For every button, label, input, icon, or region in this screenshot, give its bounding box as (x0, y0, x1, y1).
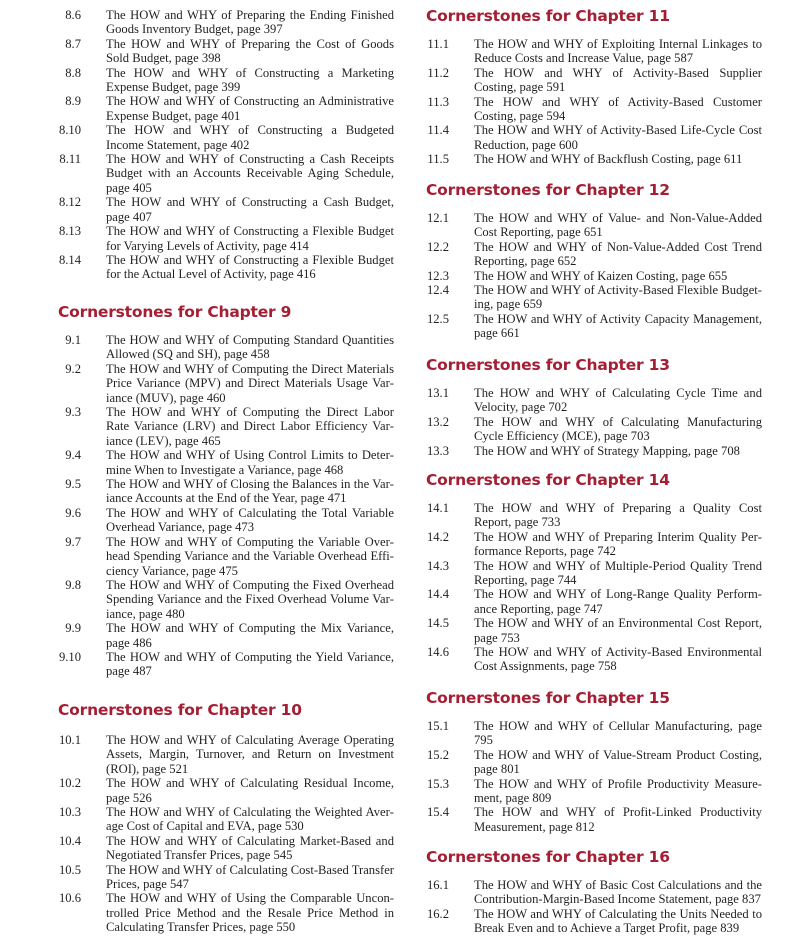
cornerstone-text: The HOW and WHY of Basic Cost Calculations and the Contribution-Margin-Based Income Statement, page 837 (474, 878, 762, 907)
cornerstone-text: The HOW and WHY of Computing the Direct Materials Price Variance (MPV) and Direct Materials Usage Variance (MUV), page 460 (106, 361, 394, 405)
cornerstone-text: The HOW and WHY of Activity-Based Life-Cycle Cost Reduction, page 600 (474, 123, 762, 152)
cornerstone-text: The HOW and WHY of Computing the Variable Overhead Spending Variance and the Variable Overhead Efficiency Variance, page 475 (106, 534, 394, 578)
cornerstone-item (58, 578, 394, 621)
cornerstone-number: 9.8 (65, 577, 81, 592)
cornerstone-number: 10.5 (58, 862, 81, 877)
cornerstone-text: The HOW and WHY of Calculating Average Operating Assets, Margin, Turnover, and Return on Investment (ROI), page 521 (106, 733, 394, 776)
section-title: Cornerstones for Chapter 12 (426, 181, 670, 199)
cornerstone-number: 8.9 (65, 94, 81, 109)
cornerstone-number: 8.8 (65, 65, 81, 80)
cornerstone-item (58, 224, 394, 253)
cornerstone-number: 15.2 (426, 747, 449, 762)
chapter-16-section (426, 847, 762, 936)
cornerstone-item (58, 8, 394, 37)
cornerstone-number: 9.1 (65, 333, 81, 347)
cornerstone-text: The HOW and WHY of Preparing a Quality Cost Report, page 733 (474, 501, 762, 530)
cornerstone-number: 10.3 (58, 805, 81, 820)
cornerstone-item (426, 616, 762, 645)
cornerstone-number: 9.6 (65, 505, 81, 520)
cornerstone-item (58, 776, 394, 805)
chapter-11-section (426, 6, 762, 167)
cornerstone-text: The HOW and WHY of Constructing an Administrative Expense Budget, page 401 (106, 94, 394, 123)
cornerstone-item (426, 444, 762, 458)
cornerstone-item (426, 66, 762, 95)
cornerstone-text: The HOW and WHY of Constructing a Flexible Budget for the Actual Level of Activity, page 416 (106, 252, 394, 282)
cornerstone-item (426, 587, 762, 616)
cornerstone-number: 14.3 (426, 558, 449, 573)
cornerstone-item (58, 477, 394, 506)
chapter-10-section (58, 700, 394, 935)
cornerstone-number: 12.1 (426, 211, 449, 225)
cornerstone-text: The HOW and WHY of Constructing a Budgeted Income Statement, page 402 (106, 123, 394, 152)
cornerstone-text: The HOW and WHY of Calculating Manufacturing Cycle Efficiency (MCE), page 703 (474, 414, 762, 444)
cornerstone-number: 15.4 (426, 805, 449, 820)
cornerstone-item (58, 66, 394, 95)
item-list (426, 878, 762, 936)
cornerstone-text: The HOW and WHY of Using the Comparable Uncontrolled Price Method and the Resale Price Method in Calculating Transfer Prices, page 550 (106, 891, 394, 935)
cornerstone-text: The HOW and WHY of Multiple-Period Quality Trend Reporting, page 744 (474, 558, 762, 588)
cornerstone-number: 12.2 (426, 239, 449, 254)
chapter-12-section (426, 180, 762, 341)
cornerstone-item (58, 362, 394, 405)
cornerstone-text: The HOW and WHY of Calculating Residual Income, page 526 (106, 776, 394, 805)
cornerstone-number: 11.1 (427, 37, 449, 51)
cornerstone-text: The HOW and WHY of Backflush Costing, page 611 (474, 152, 743, 167)
cornerstone-item (58, 94, 394, 123)
cornerstone-number: 12.5 (426, 311, 449, 326)
cornerstone-number: 11.3 (427, 94, 449, 109)
cornerstone-item (58, 506, 394, 535)
cornerstone-number: 9.3 (65, 405, 81, 420)
cornerstone-text: The HOW and WHY of Activity Capacity Management, page 661 (474, 311, 762, 341)
cornerstone-item (426, 283, 762, 312)
cornerstone-number: 13.1 (426, 386, 449, 400)
cornerstone-item (426, 415, 762, 444)
cornerstone-item (426, 559, 762, 588)
cornerstone-number: 10.4 (58, 833, 81, 848)
chapter-8-continued (58, 8, 394, 282)
chapter-9-section (58, 302, 394, 679)
item-list (426, 719, 762, 834)
item-list (426, 386, 762, 458)
cornerstone-text: The HOW and WHY of Constructing a Cash Budget, page 407 (106, 195, 394, 224)
cornerstone-item (58, 253, 394, 282)
cornerstone-item (426, 805, 762, 834)
cornerstone-number: 16.2 (426, 906, 449, 921)
cornerstone-item (426, 37, 762, 66)
cornerstone-item (426, 907, 762, 936)
cornerstone-text: The HOW and WHY of Calculating Cycle Time and Velocity, page 702 (474, 386, 762, 415)
cornerstone-text: The HOW and WHY of Cellular Manufacturing, page 795 (474, 719, 762, 748)
cornerstone-item (58, 805, 394, 834)
cornerstone-text: The HOW and WHY of Long-Range Quality Performance Reporting, page 747 (474, 587, 762, 616)
chapter-14-section (426, 470, 762, 674)
cornerstone-number: 10.6 (58, 891, 81, 906)
item-list (58, 8, 394, 282)
cornerstone-item (426, 211, 762, 240)
cornerstone-item (426, 777, 762, 806)
cornerstone-item (58, 621, 394, 650)
cornerstone-number: 10.1 (58, 733, 81, 747)
cornerstone-item (426, 95, 762, 124)
cornerstone-text: The HOW and WHY of Using Control Limits to Determine When to Investigate a Variance, page 468 (106, 448, 394, 477)
cornerstone-text: The HOW and WHY of Computing the Direct Labor Rate Variance (LRV) and Direct Labor Efficiency Variance (LEV), page 465 (106, 405, 394, 448)
cornerstone-number: 16.1 (426, 878, 449, 892)
cornerstone-item (58, 834, 394, 863)
cornerstone-number: 9.7 (65, 534, 81, 549)
cornerstone-text: The HOW and WHY of Preparing the Cost of Goods Sold Budget, page 398 (106, 36, 394, 66)
cornerstone-number: 11.4 (427, 123, 449, 138)
cornerstone-item (426, 312, 762, 341)
cornerstone-text: The HOW and WHY of Profit-Linked Productivity Measurement, page 812 (474, 805, 762, 834)
cornerstone-item (426, 719, 762, 748)
cornerstone-item (426, 269, 762, 283)
cornerstone-text: The HOW and WHY of Non-Value-Added Cost Trend Reporting, page 652 (474, 239, 762, 269)
cornerstone-item (58, 195, 394, 224)
cornerstone-number: 8.10 (58, 123, 81, 138)
cornerstone-item (58, 650, 394, 679)
cornerstone-item (58, 123, 394, 152)
cornerstone-item (426, 501, 762, 530)
cornerstone-number: 14.5 (426, 616, 449, 631)
cornerstone-text: The HOW and WHY of Preparing Interim Quality Performance Reports, page 742 (474, 529, 762, 559)
cornerstone-number: 9.10 (58, 649, 81, 664)
chapter-15-section (426, 688, 762, 834)
cornerstone-text: The HOW and WHY of Value-Stream Product Costing, page 801 (474, 747, 762, 777)
cornerstone-number: 11.2 (427, 65, 449, 80)
cornerstone-item (58, 333, 394, 362)
cornerstone-number: 9.5 (65, 477, 81, 492)
cornerstone-item (58, 405, 394, 448)
cornerstone-item (58, 152, 394, 195)
cornerstone-number: 8.12 (58, 195, 81, 210)
cornerstone-number: 14.1 (426, 501, 449, 515)
cornerstone-item (426, 123, 762, 152)
cornerstone-text: The HOW and WHY of Kaizen Costing, page 655 (474, 268, 728, 283)
cornerstone-number: 9.9 (65, 621, 81, 636)
cornerstone-number: 8.11 (59, 152, 81, 167)
cornerstone-text: The HOW and WHY of Closing the Balances in the Variance Accounts at the End of the Year, page 471 (106, 477, 394, 506)
cornerstone-number: 14.2 (426, 529, 449, 544)
cornerstone-number: 15.3 (426, 776, 449, 791)
cornerstone-number: 15.1 (426, 719, 449, 733)
cornerstone-item (426, 878, 762, 907)
cornerstone-number: 14.4 (426, 587, 449, 602)
cornerstone-number: 9.4 (65, 448, 81, 463)
cornerstone-text: The HOW and WHY of Preparing the Ending Finished Goods Inventory Budget, page 397 (106, 8, 394, 37)
cornerstone-item (58, 733, 394, 776)
section-title: Cornerstones for Chapter 16 (426, 848, 670, 866)
cornerstone-text: The HOW and WHY of Constructing a Cash Receipts Budget with an Accounts Receivable Aging Schedule, page 405 (106, 152, 394, 195)
cornerstone-number: 11.5 (427, 152, 449, 167)
cornerstone-text: The HOW and WHY of Computing the Mix Variance, page 486 (106, 621, 394, 650)
item-list (426, 211, 762, 341)
cornerstone-text: The HOW and WHY of Activity-Based Flexible Budgeting, page 659 (474, 283, 762, 312)
cornerstone-text: The HOW and WHY of Calculating the Total Variable Overhead Variance, page 473 (106, 505, 394, 535)
cornerstone-text: The HOW and WHY of Calculating Cost-Based Transfer Prices, page 547 (106, 862, 394, 892)
cornerstone-number: 9.2 (65, 361, 81, 376)
cornerstone-number: 12.4 (426, 283, 449, 298)
section-title: Cornerstones for Chapter 9 (58, 303, 292, 321)
chapter-13-section (426, 355, 762, 458)
cornerstone-text: The HOW and WHY of Activity-Based Environmental Cost Assignments, page 758 (474, 645, 762, 674)
cornerstone-number: 8.7 (65, 36, 81, 51)
cornerstone-item (426, 152, 762, 166)
cornerstone-item (58, 891, 394, 934)
cornerstone-text: The HOW and WHY of Computing the Fixed Overhead Spending Variance and the Fixed Overhead Volume Variance, page 480 (106, 577, 394, 621)
cornerstone-item (426, 240, 762, 269)
cornerstone-text: The HOW and WHY of Activity-Based Supplier Costing, page 591 (474, 65, 762, 95)
cornerstone-text: The HOW and WHY of Computing the Yield Variance, page 487 (106, 649, 394, 679)
cornerstone-item (58, 448, 394, 477)
cornerstone-text: The HOW and WHY of Constructing a Flexible Budget for Varying Levels of Activity, page 414 (106, 224, 394, 253)
item-list (58, 333, 394, 679)
section-title: Cornerstones for Chapter 10 (58, 701, 302, 719)
item-list (426, 501, 762, 674)
cornerstone-item (58, 863, 394, 892)
cornerstone-text: The HOW and WHY of Computing Standard Quantities Allowed (SQ and SH), page 458 (106, 333, 394, 362)
cornerstone-number: 10.2 (58, 776, 81, 791)
cornerstone-text: The HOW and WHY of Strategy Mapping, page 708 (474, 443, 740, 458)
cornerstone-number: 8.13 (58, 224, 81, 239)
section-title: Cornerstones for Chapter 11 (426, 7, 670, 25)
cornerstone-item (58, 535, 394, 578)
item-list (426, 37, 762, 167)
cornerstone-text: The HOW and WHY of Calculating the Weighted Average Cost of Capital and EVA, page 530 (106, 805, 394, 834)
cornerstone-item (426, 645, 762, 674)
cornerstone-text: The HOW and WHY of Value- and Non-Value-Added Cost Reporting, page 651 (474, 211, 762, 240)
cornerstone-item (426, 386, 762, 415)
section-title: Cornerstones for Chapter 13 (426, 356, 670, 374)
section-title: Cornerstones for Chapter 15 (426, 689, 670, 707)
cornerstone-text: The HOW and WHY of an Environmental Cost Report, page 753 (474, 616, 762, 645)
cornerstone-text: The HOW and WHY of Calculating the Units Needed to Break Even and to Achieve a Target Profit, page 839 (474, 906, 762, 936)
cornerstone-text: The HOW and WHY of Constructing a Marketing Expense Budget, page 399 (106, 65, 394, 95)
cornerstone-text: The HOW and WHY of Activity-Based Customer Costing, page 594 (474, 94, 762, 124)
cornerstone-number: 12.3 (426, 268, 449, 283)
cornerstone-number: 13.3 (426, 443, 449, 458)
cornerstone-number: 8.6 (65, 8, 81, 22)
section-title: Cornerstones for Chapter 14 (426, 471, 670, 489)
cornerstone-item (426, 748, 762, 777)
cornerstone-item (58, 37, 394, 66)
cornerstone-text: The HOW and WHY of Profile Productivity Measurement, page 809 (474, 776, 762, 806)
cornerstone-number: 8.14 (58, 252, 81, 267)
item-list (58, 733, 394, 935)
cornerstone-number: 14.6 (426, 645, 449, 660)
cornerstone-number: 13.2 (426, 414, 449, 429)
cornerstone-text: The HOW and WHY of Exploiting Internal Linkages to Reduce Costs and Increase Value, page 587 (474, 37, 762, 66)
cornerstone-item (426, 530, 762, 559)
cornerstone-text: The HOW and WHY of Calculating Market-Based and Negotiated Transfer Prices, page 545 (106, 833, 394, 863)
